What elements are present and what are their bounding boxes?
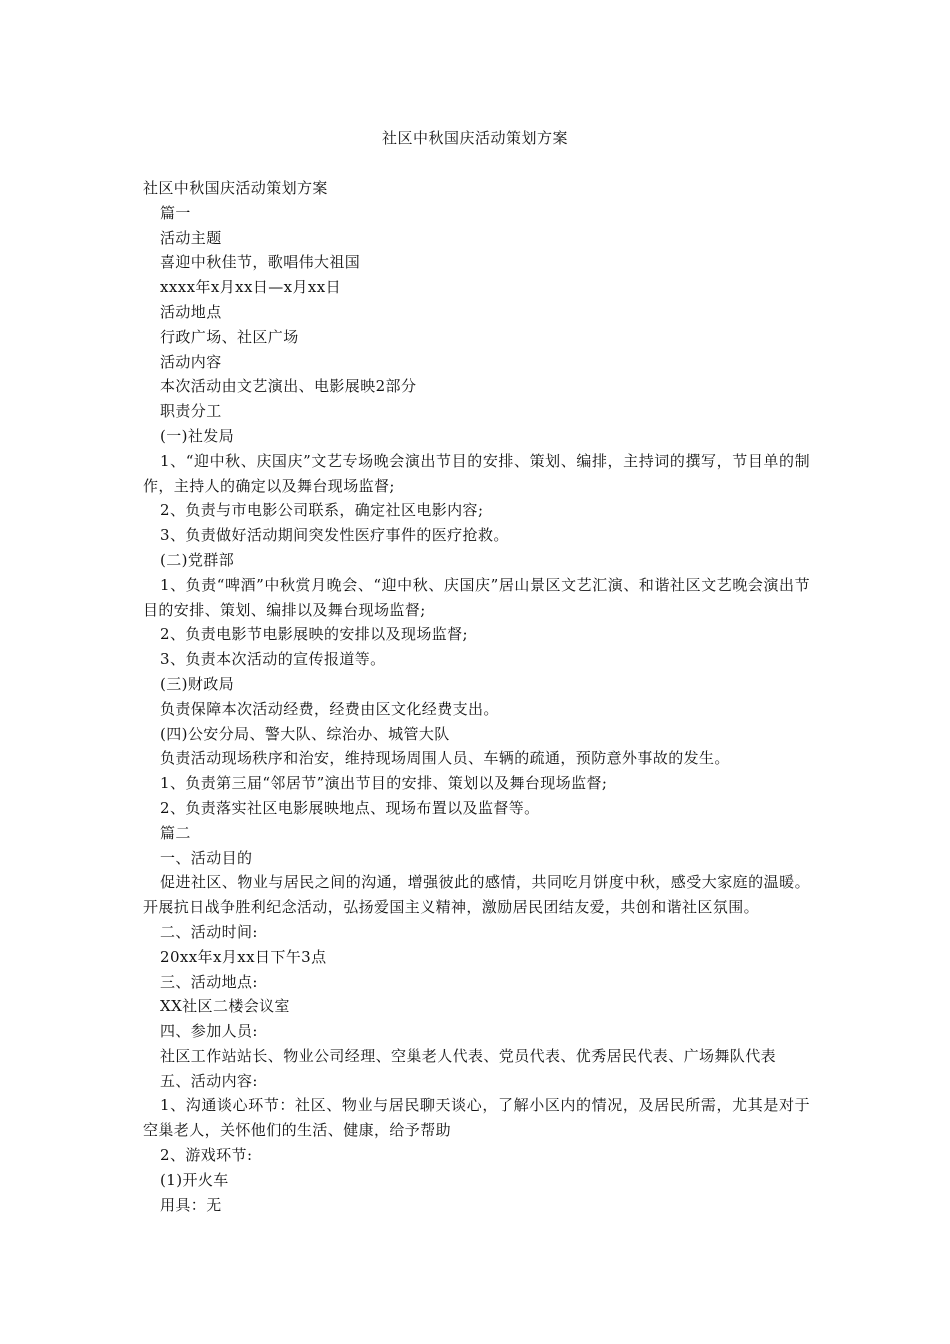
text-line: 20xx年x月xx日下午3点: [160, 947, 327, 966]
text-line: (1)开火车: [160, 1170, 229, 1189]
text-paragraph: 1、负责“啤酒”中秋赏月晚会、“迎中秋、庆国庆”居山景区文艺汇演、和谐社区文艺晚会演出节目的安排、策划、编排以及舞台现场监督;: [143, 575, 810, 619]
text-line: 2、游戏环节:: [160, 1146, 253, 1165]
text-line: 2、负责与市电影公司联系，确定社区电影内容;: [160, 501, 484, 520]
section-label-part-one: 篇一: [160, 203, 191, 222]
document-title: 社区中秋国庆活动策划方案: [381, 129, 568, 147]
text-line: 四、参加人员:: [160, 1022, 258, 1041]
text-line: 用具：无: [160, 1195, 222, 1214]
text-line: 负责活动现场秩序和治安，维持现场周围人员、车辆的疏通，预防意外事故的发生。: [160, 749, 730, 768]
text-line: 活动主题: [160, 228, 222, 247]
text-line: (四)公安分局、警大队、综治办、城管大队: [160, 724, 450, 743]
text-line: 五、活动内容:: [160, 1071, 258, 1090]
text-line: 活动内容: [160, 352, 222, 371]
text-line: 三、活动地点:: [160, 972, 258, 991]
text-line: 负责保障本次活动经费，经费由区文化经费支出。: [160, 699, 499, 718]
text-line: 本次活动由文艺演出、电影展映2部分: [160, 377, 417, 396]
text-line: 3、负责本次活动的宣传报道等。: [160, 650, 386, 669]
text-line: 一、活动目的: [160, 848, 253, 867]
text-line: (二)党群部: [160, 550, 235, 569]
text-line: XX社区二楼会议室: [160, 997, 290, 1016]
text-paragraph: 1、沟通谈心环节：社区、物业与居民聊天谈心，了解小区内的情况，及居民所需，尤其是对于空巢老人，关怀他们的生活、健康，给予帮助: [143, 1096, 810, 1140]
text-line: (一)社发局: [160, 426, 235, 445]
text-line: 2、负责电影节电影展映的安排以及现场监督;: [160, 625, 468, 644]
text-line: 喜迎中秋佳节，歌唱伟大祖国: [160, 253, 361, 272]
text-line: 行政广场、社区广场: [160, 327, 299, 346]
document-heading: 社区中秋国庆活动策划方案: [143, 179, 328, 197]
document-body: [143, 176, 810, 1217]
text-line: (三)财政局: [160, 674, 235, 693]
text-line: 职责分工: [160, 402, 222, 421]
text-line: 活动地点: [160, 302, 222, 321]
text-line: 社区工作站站长、物业公司经理、空巢老人代表、党员代表、优秀居民代表、广场舞队代表: [160, 1046, 777, 1065]
text-line: 3、负责做好活动期间突发性医疗事件的医疗抢救。: [160, 526, 509, 545]
text-line: 二、活动时间:: [160, 922, 258, 941]
text-paragraph: 促进社区、物业与居民之间的沟通，增强彼此的感情，共同吃月饼度中秋，感受大家庭的温暖。开展抗日战争胜利纪念活动，弘扬爱国主义精神，激励居民团结友爱，共创和谐社区氛围。: [143, 873, 810, 917]
text-line: 1、负责第三届“邻居节”演出节目的安排、策划以及舞台现场监督;: [160, 774, 608, 793]
section-label-part-two: 篇二: [160, 823, 191, 842]
text-line: xxxx年x月xx日—x月xx日: [160, 278, 341, 297]
text-line: 2、负责落实社区电影展映地点、现场布置以及监督等。: [160, 798, 540, 817]
text-paragraph: 1、“迎中秋、庆国庆”文艺专场晚会演出节目的安排、策划、编排，主持词的撰写，节目单的制作，主持人的确定以及舞台现场监督;: [143, 451, 810, 495]
